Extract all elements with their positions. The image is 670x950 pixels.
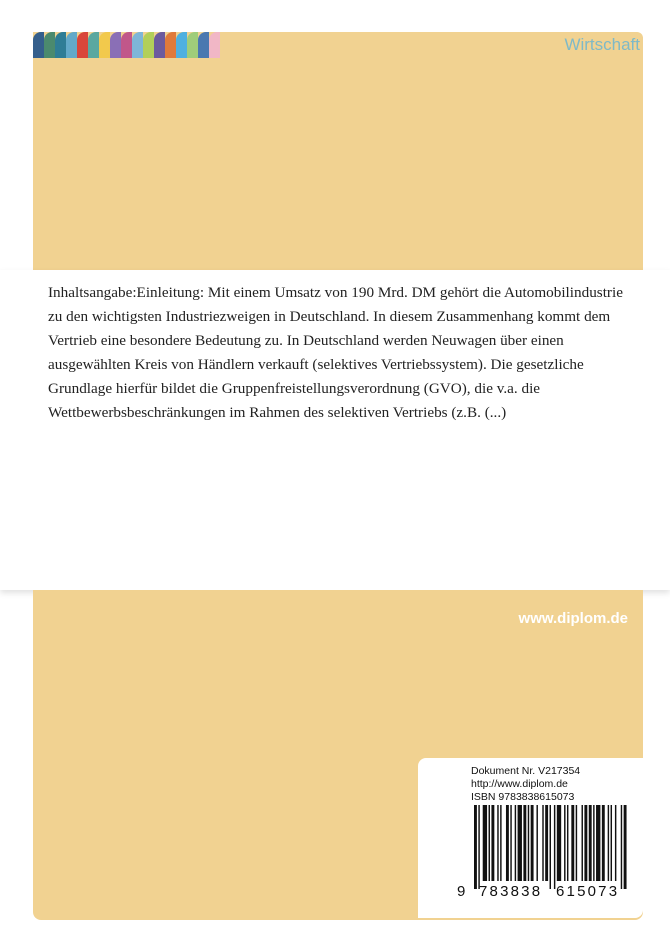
barcode-bar bbox=[474, 805, 477, 889]
color-stripe bbox=[77, 32, 88, 58]
barcode-bar bbox=[582, 805, 583, 881]
color-stripe bbox=[110, 32, 121, 58]
barcode-bar bbox=[611, 805, 612, 881]
barcode-bar bbox=[593, 805, 594, 881]
barcode-digit-prefix: 9 bbox=[457, 883, 466, 900]
cover-top-panel bbox=[33, 32, 643, 270]
barcode-bar bbox=[491, 805, 494, 881]
barcode-bar bbox=[596, 805, 600, 881]
color-stripe bbox=[143, 32, 154, 58]
document-url[interactable]: http://www.diplom.de bbox=[471, 778, 568, 790]
barcode-digit-group-right: 615073 bbox=[556, 883, 620, 900]
barcode-bar bbox=[531, 805, 534, 881]
barcode-bar bbox=[576, 805, 577, 881]
barcode-digits bbox=[457, 883, 633, 900]
color-stripe bbox=[33, 32, 44, 58]
barcode-bar bbox=[500, 805, 501, 881]
barcode-bar bbox=[550, 805, 551, 889]
barcode-bar bbox=[567, 805, 568, 881]
barcode-bar bbox=[510, 805, 511, 881]
color-stripe bbox=[132, 32, 143, 58]
barcode-bar bbox=[608, 805, 609, 881]
barcode-bar bbox=[557, 805, 561, 881]
barcode-bar bbox=[571, 805, 574, 881]
barcode-bar bbox=[584, 805, 587, 881]
abstract-text: Inhaltsangabe:Einleitung: Mit einem Umsatz von 190 Mrd. DM gehört die Automobilindustrie zu den wichtigsten Industriezweigen in Deutschland. In diesem Zusammenhang kommt dem Vertrieb eine besondere Bedeutung zu. In Deutschland werden Neuwagen über einen ausgewählten Kreis von Händlern verkauft (selektives Vertriebssystem). Die gesetzliche Grundlage hierfür bildet die Gruppenfreistellungsverordnung (GVO), die v.a. die Wettbewerbsbeschränkungen im Rahmen des selektiven Vertriebs (z.B. (...) bbox=[48, 284, 623, 421]
color-stripes bbox=[33, 32, 220, 58]
isbn-barcode bbox=[474, 805, 628, 889]
barcode-bar bbox=[602, 805, 605, 881]
barcode-bar bbox=[536, 805, 537, 881]
color-stripe bbox=[55, 32, 66, 58]
barcode-bar bbox=[621, 805, 622, 889]
barcode-bar bbox=[589, 805, 592, 881]
isbn-number: ISBN 9783838615073 bbox=[471, 791, 575, 803]
barcode-bar bbox=[545, 805, 548, 881]
barcode-bar bbox=[624, 805, 627, 889]
document-number: Dokument Nr. V217354 bbox=[471, 765, 581, 777]
barcode-bar bbox=[478, 805, 479, 889]
color-stripe bbox=[99, 32, 110, 58]
barcode-bar bbox=[554, 805, 555, 889]
barcode-bar bbox=[542, 805, 543, 881]
barcode-bar bbox=[506, 805, 509, 881]
barcode-bar bbox=[523, 805, 526, 881]
barcode-bar bbox=[564, 805, 565, 881]
color-stripe bbox=[187, 32, 198, 58]
barcode-bar bbox=[528, 805, 529, 881]
color-stripe bbox=[66, 32, 77, 58]
barcode-bar bbox=[615, 805, 616, 881]
barcode-bar bbox=[497, 805, 498, 881]
barcode-bar bbox=[489, 805, 490, 881]
color-stripe bbox=[165, 32, 176, 58]
color-stripe bbox=[198, 32, 209, 58]
barcode-bar bbox=[483, 805, 487, 881]
color-stripe bbox=[88, 32, 99, 58]
color-stripe bbox=[44, 32, 55, 58]
color-stripe bbox=[176, 32, 187, 58]
barcode-bar bbox=[515, 805, 516, 881]
color-stripe bbox=[154, 32, 165, 58]
color-stripe bbox=[121, 32, 132, 58]
category-label: Wirtschaft bbox=[564, 35, 640, 54]
barcode-bar bbox=[518, 805, 522, 881]
publisher-website[interactable]: www.diplom.de bbox=[518, 610, 628, 627]
barcode-digit-group-left: 783838 bbox=[479, 883, 543, 900]
color-stripe bbox=[209, 32, 220, 58]
